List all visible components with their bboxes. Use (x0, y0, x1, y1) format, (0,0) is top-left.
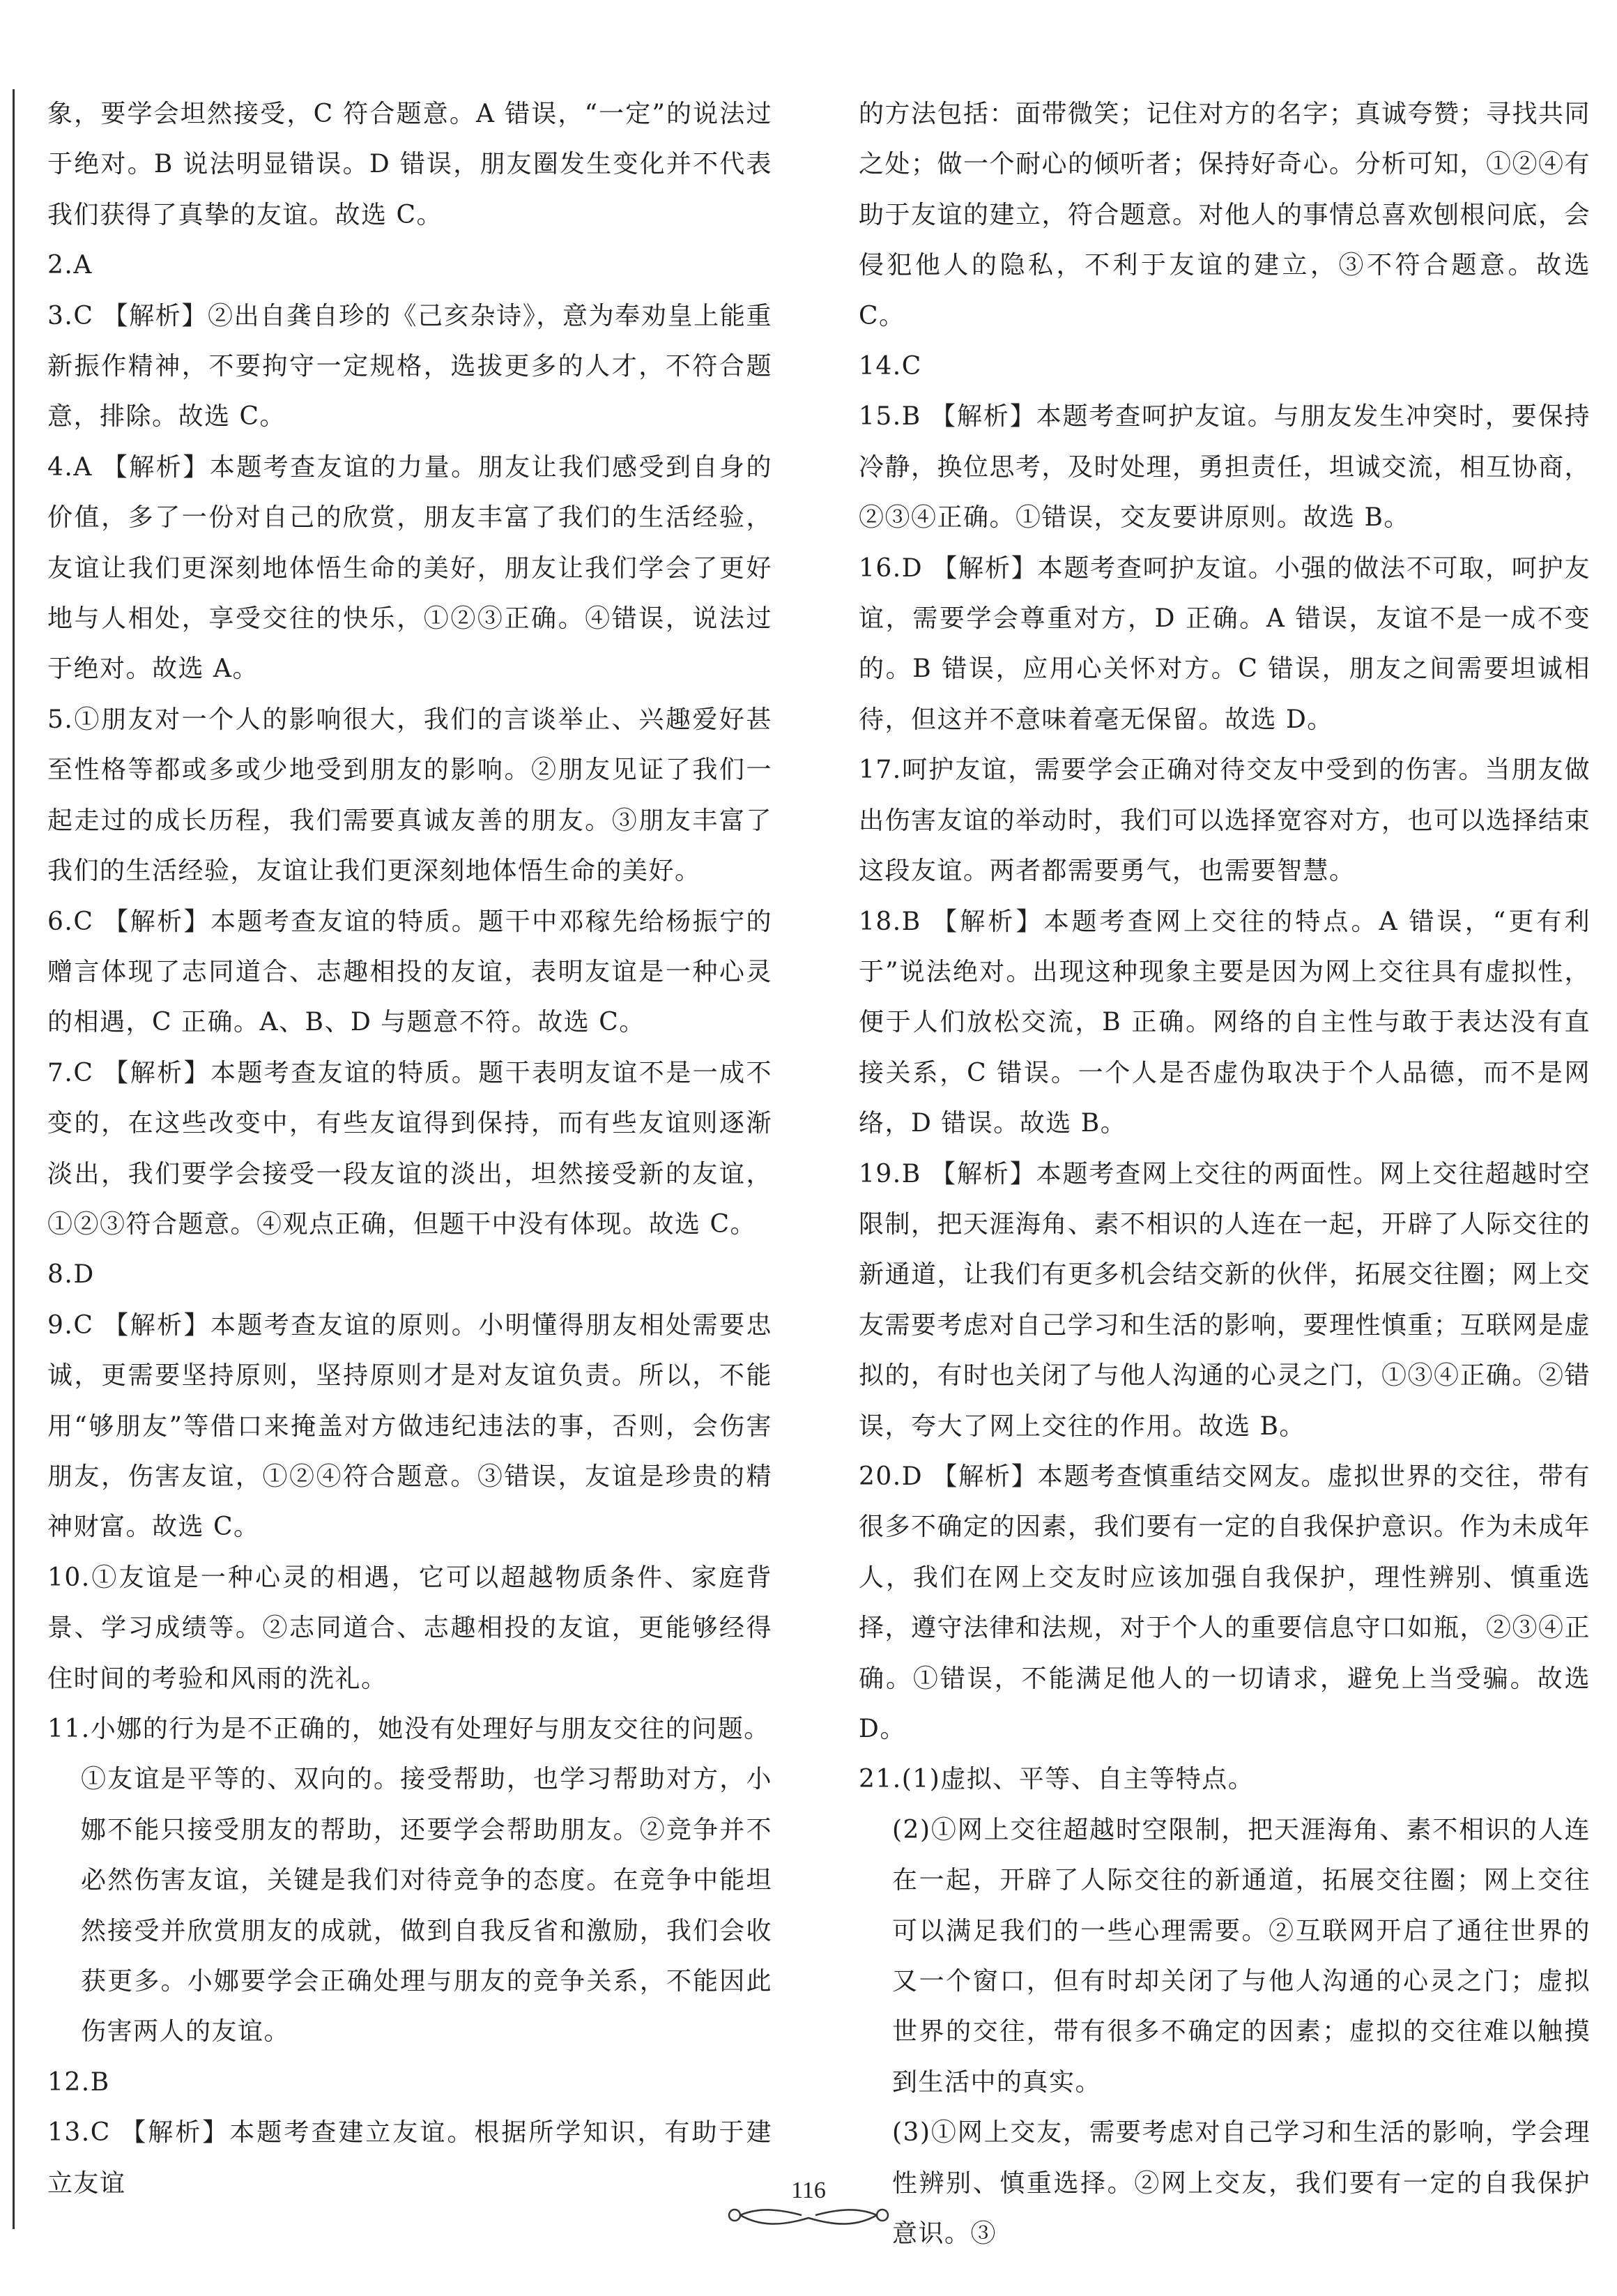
page-number-ornament-icon (725, 2203, 892, 2230)
answer-paragraph: 15.B 【解析】本题考查呵护友谊。与朋友发生冲突时，要保持冷静，换位思考，及时处理，勇担责任，坦诚交流，相互协商，②③④正确。①错误，交友要讲原则。故选 B。 (859, 402, 1591, 533)
answer-paragraph: 19.B 【解析】本题考查网上交往的两面性。网上交往超越时空限制，把天涯海角、素不相识的人连在一起，开辟了人际交往的新通道，让我们有更多机会结交新的伙伴，拓展交往圈；网上交友需要考虑对自己学习和生活的影响，要理性慎重；互联网是虚拟的，有时也关闭了与他人沟通的心灵之门，①③④正确。②错误，夸大了网上交往的作用。故选 B。 (859, 1159, 1591, 1441)
answer-paragraph: 18.B 【解析】本题考查网上交往的特点。A 错误，“更有利于”说法绝对。出现这种现象主要是因为网上交往具有虚拟性，便于人们放松交流，B 正确。网络的自主性与敢于表达没有直接关系，C 错误。一个人是否虚伪取决于个人品德，而不是网络，D 错误。故选 B。 (859, 907, 1591, 1138)
answer-paragraph: 11.小娜的行为是不正确的，她没有处理好与朋友交往的问题。 (47, 1715, 770, 1743)
answer-paragraph: 10.①友谊是一种心灵的相遇，它可以超越物质条件、家庭背景、学习成绩等。②志同道合、志趣相投的友谊，更能够经得住时间的考验和风雨的洗礼。 (47, 1563, 772, 1693)
answer-paragraph: 4.A 【解析】本题考查友谊的力量。朋友让我们感受到自身的价值，多了一份对自己的欣赏，朋友丰富了我们的生活经验，友谊让我们更深刻地体悟生命的美好，朋友让我们学会了更好地与人相处，享受交往的快乐，①②③正确。④错误，说法过于绝对。故选 A。 (47, 452, 772, 684)
answer-paragraph: 17.呵护友谊，需要学会正确对待交友中受到的伤害。当朋友做出伤害友谊的举动时，我们可以选择宽容对方，也可以选择结束这段友谊。两者都需要勇气，也需要智慧。 (859, 756, 1591, 886)
answer-paragraph: 7.C 【解析】本题考查友谊的特质。题干表明友谊不是一成不变的，在这些改变中，有些友谊得到保持，而有些友谊则逐渐淡出，我们要学会接受一段友谊的淡出，坦然接受新的友谊，①②③符合题意。④观点正确，但题干中没有体现。故选 C。 (47, 1058, 772, 1239)
answer-paragraph: 14.C (859, 352, 922, 381)
answer-paragraph: 13.C 【解析】本题考查建立友谊。根据所学知识，有助于建立友谊 (47, 2118, 772, 2198)
answer-paragraph: 的方法包括：面带微笑；记住对方的名字；真诚夸赞；寻找共同之处；做一个耐心的倾听者；保持好奇心。分析可知，①②④有助于友谊的建立，符合题意。对他人的事情总喜欢刨根问底，会侵犯他人的隐私，不利于友谊的建立，③不符合题意。故选 C。 (859, 100, 1591, 330)
left-column (47, 89, 772, 2209)
page-number: 116 (791, 2178, 826, 2203)
answer-paragraph: 16.D 【解析】本题考查呵护友谊。小强的做法不可取，呵护友谊，需要学会尊重对方，D 正确。A 错误，友谊不是一成不变的。B 错误，应用心关怀对方。C 错误，朋友之间需要坦诚相待，但这并不意味着毫无保留。故选 D。 (859, 553, 1591, 734)
answer-paragraph: 9.C 【解析】本题考查友谊的原则。小明懂得朋友相处需要忠诚，更需要坚持原则，坚持原则才是对友谊负责。所以，不能用“够朋友”等借口来掩盖对方做违纪违法的事，否则，会伤害朋友，伤害友谊，①②④符合题意。③错误，友谊是珍贵的精神财富。故选 C。 (47, 1310, 772, 1542)
answer-paragraph: (2)①网上交往超越时空限制，把天涯海角、素不相识的人连在一起，开辟了人际交往的新通道，拓展交往圈；网上交往可以满足我们的一些心理需要。②互联网开启了通往世界的又一个窗口，但有时却关闭了与他人沟通的心灵之门；虚拟世界的交往，带有很多不确定的因素；虚拟的交往难以触摸到生活中的真实。 (892, 1815, 1591, 2097)
answer-paragraph: 20.D 【解析】本题考查慎重结交网友。虚拟世界的交往，带有很多不确定的因素，我们要有一定的自我保护意识。作为未成年人，我们在网上交友时应该加强自我保护，理性辨别、慎重选择，遵守法律和法规，对于个人的重要信息守口如瓶，②③④正确。①错误，不能满足他人的一切请求，避免上当受骗。故选 D。 (859, 1462, 1591, 1743)
answer-paragraph: 21.(1)虚拟、平等、自主等特点。 (859, 1765, 1255, 1794)
right-column (859, 89, 1591, 2259)
answer-paragraph: (3)①网上交友，需要考虑对自己学习和生活的影响，学会理性辨别、慎重选择。②网上交友，我们要有一定的自我保护意识。③ (892, 2118, 1591, 2249)
answer-paragraph: 8.D (47, 1260, 95, 1289)
answer-paragraph: 2.A (47, 251, 93, 280)
answer-paragraph: 象，要学会坦然接受，C 符合题意。A 错误，“一定”的说法过于绝对。B 说法明显错误。D 错误，朋友圈发生变化并不代表我们获得了真挚的友谊。故选 C。 (47, 100, 772, 229)
answer-paragraph: 6.C 【解析】本题考查友谊的特质。题干中邓稼先给杨振宁的赠言体现了志同道合、志趣相投的友谊，表明友谊是一种心灵的相遇，C 正确。A、B、D 与题意不符。故选 C。 (47, 907, 772, 1037)
answer-paragraph: 3.C 【解析】②出自龚自珍的《己亥杂诗》，意为奉劝皇上能重新振作精神，不要拘守一定规格，选拔更多的人才，不符合题意，排除。故选 C。 (47, 301, 772, 431)
answer-paragraph: 12.B (47, 2067, 110, 2097)
answer-paragraph: ①友谊是平等的、双向的。接受帮助，也学习帮助对方，小娜不能只接受朋友的帮助，还要学会帮助朋友。②竞争并不必然伤害友谊，关键是我们对待竞争的态度。在竞争中能坦然接受并欣赏朋友的成就，做到自我反省和激励，我们会收获更多。小娜要学会正确处理与朋友的竞争关系，不能因此伤害两人的友谊。 (81, 1765, 772, 2046)
left-margin-rule (13, 89, 15, 2229)
answer-paragraph: 5.①朋友对一个人的影响很大，我们的言谈举止、兴趣爱好甚至性格等都或多或少地受到朋友的影响。②朋友见证了我们一起走过的成长历程，我们需要真诚友善的朋友。③朋友丰富了我们的生活经验，友谊让我们更深刻地体悟生命的美好。 (47, 705, 772, 886)
